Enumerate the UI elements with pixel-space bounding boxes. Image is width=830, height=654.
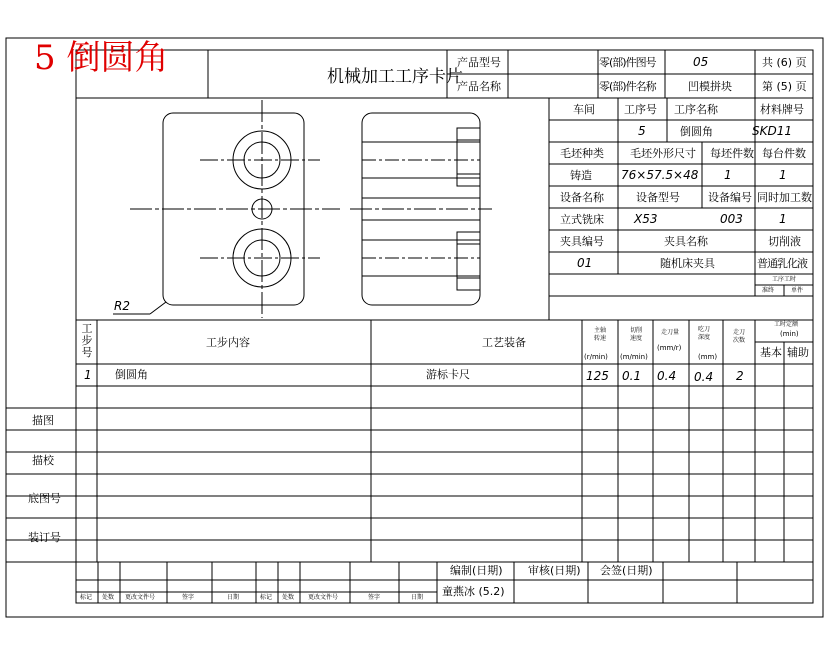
blank-type-value: 铸造 — [570, 169, 592, 182]
coolant-value: 普通乳化液 — [757, 257, 807, 270]
equip-no-label: 设备编号 — [708, 191, 752, 204]
col-spindle: 主轴转速 — [594, 327, 607, 342]
row-content: 倒圆角 — [115, 368, 148, 381]
footer-compiler: 童燕冰 (5.2) — [442, 585, 505, 598]
part-name-value: 凹模拼块 — [688, 80, 732, 93]
footer-place-2: 处数 — [282, 594, 295, 601]
blank-type-label: 毛坯种类 — [560, 147, 604, 160]
row-equip: 游标卡尺 — [426, 368, 470, 381]
col-time: 工时定额 — [774, 321, 799, 328]
col-time-aux: 辅助 — [787, 346, 809, 359]
fixture-name-label: 夹具名称 — [664, 235, 708, 248]
simul-label: 同时加工数 — [757, 191, 812, 204]
footer-compile: 编制(日期) — [450, 564, 503, 577]
row-depth: 0.4 — [694, 370, 714, 384]
equip-model-label: 设备型号 — [636, 191, 680, 204]
blank-size-label: 毛坯外形尺寸 — [630, 147, 696, 160]
per-blank-label: 每坯件数 — [710, 147, 754, 160]
radius-annotation: R2 — [114, 299, 130, 313]
part-name-label: 零(部)件名称 — [599, 80, 656, 93]
row-feed: 0.4 — [657, 369, 677, 383]
part-no-label: 零(部)件图号 — [599, 56, 656, 69]
material-label: 材料牌号 — [760, 103, 804, 116]
per-blank-value: 1 — [724, 168, 732, 182]
op-hours-prep: 准终 — [762, 287, 775, 294]
operation-badge: 5 倒圆角 — [34, 38, 169, 78]
footer-date-2: 日期 — [411, 594, 424, 601]
op-name-label: 工序名称 — [674, 103, 718, 116]
col-spindle-unit: (r/min) — [584, 353, 608, 361]
col-cut-speed: 切削速度 — [630, 327, 643, 342]
col-time-unit: (min) — [780, 330, 799, 338]
footer-review: 审核(日期) — [528, 564, 581, 577]
coolant-label: 切削液 — [768, 235, 801, 248]
col-depth: 吃刀深度 — [698, 326, 711, 341]
blank-size-value: 76×57.5×48 — [621, 168, 699, 182]
footer-signature-1: 签字 — [182, 594, 195, 601]
side-base-no: 底图号 — [28, 492, 61, 505]
per-unit-label: 每台件数 — [762, 147, 806, 160]
fixture-no-value: 01 — [577, 256, 593, 270]
footer-mark-2: 标记 — [260, 594, 273, 601]
op-no-value: 5 — [638, 124, 646, 138]
card-title: 机械加工工序卡片 — [327, 67, 463, 87]
footer-date-1: 日期 — [227, 594, 240, 601]
footer-change-doc-2: 更改文件号 — [308, 594, 339, 601]
part-no-value: 05 — [693, 55, 709, 69]
col-feed: 走刀量 — [661, 329, 680, 336]
footer-signature-2: 签字 — [368, 594, 381, 601]
col-passes: 走刀次数 — [733, 329, 746, 344]
equip-model-value: X53 — [634, 212, 658, 226]
side-trace: 描图 — [32, 414, 54, 427]
col-equip: 工艺装备 — [482, 336, 526, 349]
product-name-label: 产品名称 — [457, 80, 501, 93]
side-trace-check: 描校 — [32, 454, 54, 467]
equip-name-label: 设备名称 — [560, 191, 604, 204]
op-hours-label: 工序工时 — [772, 276, 797, 283]
material-value: SKD11 — [752, 124, 792, 138]
col-depth-unit: (mm) — [698, 353, 718, 361]
fixture-no-label: 夹具编号 — [560, 235, 604, 248]
footer-sign: 会签(日期) — [600, 564, 653, 577]
col-cut-speed-unit: (m/min) — [620, 353, 648, 361]
equip-name-value: 立式铣床 — [560, 213, 604, 226]
footer-mark-1: 标记 — [80, 594, 93, 601]
op-no-label: 工序号 — [624, 103, 657, 116]
equip-no-value: 003 — [720, 212, 743, 226]
col-step: 工步号 — [81, 322, 93, 359]
product-model-label: 产品型号 — [457, 56, 501, 69]
col-content: 工步内容 — [206, 336, 250, 349]
page-number: 第 (5) 页 — [762, 80, 807, 93]
fixture-name-value: 随机床夹具 — [660, 257, 715, 270]
total-pages: 共 (6) 页 — [762, 56, 807, 69]
row-spindle: 125 — [586, 369, 609, 383]
row-passes: 2 — [736, 369, 744, 383]
footer-change-doc-1: 更改文件号 — [125, 594, 156, 601]
per-unit-value: 1 — [779, 168, 787, 182]
workshop-label: 车间 — [573, 103, 595, 116]
row-cut-speed: 0.1 — [622, 369, 642, 383]
col-time-basic: 基本 — [760, 346, 782, 359]
side-binding-no: 装订号 — [28, 531, 61, 544]
simul-value: 1 — [779, 212, 787, 226]
col-feed-unit: (mm/r) — [657, 344, 682, 352]
row-step: 1 — [84, 368, 92, 382]
part-drawing — [113, 100, 492, 318]
op-name-value: 倒圆角 — [680, 125, 713, 138]
footer-place-1: 处数 — [102, 594, 115, 601]
op-hours-unit: 单件 — [791, 287, 804, 294]
